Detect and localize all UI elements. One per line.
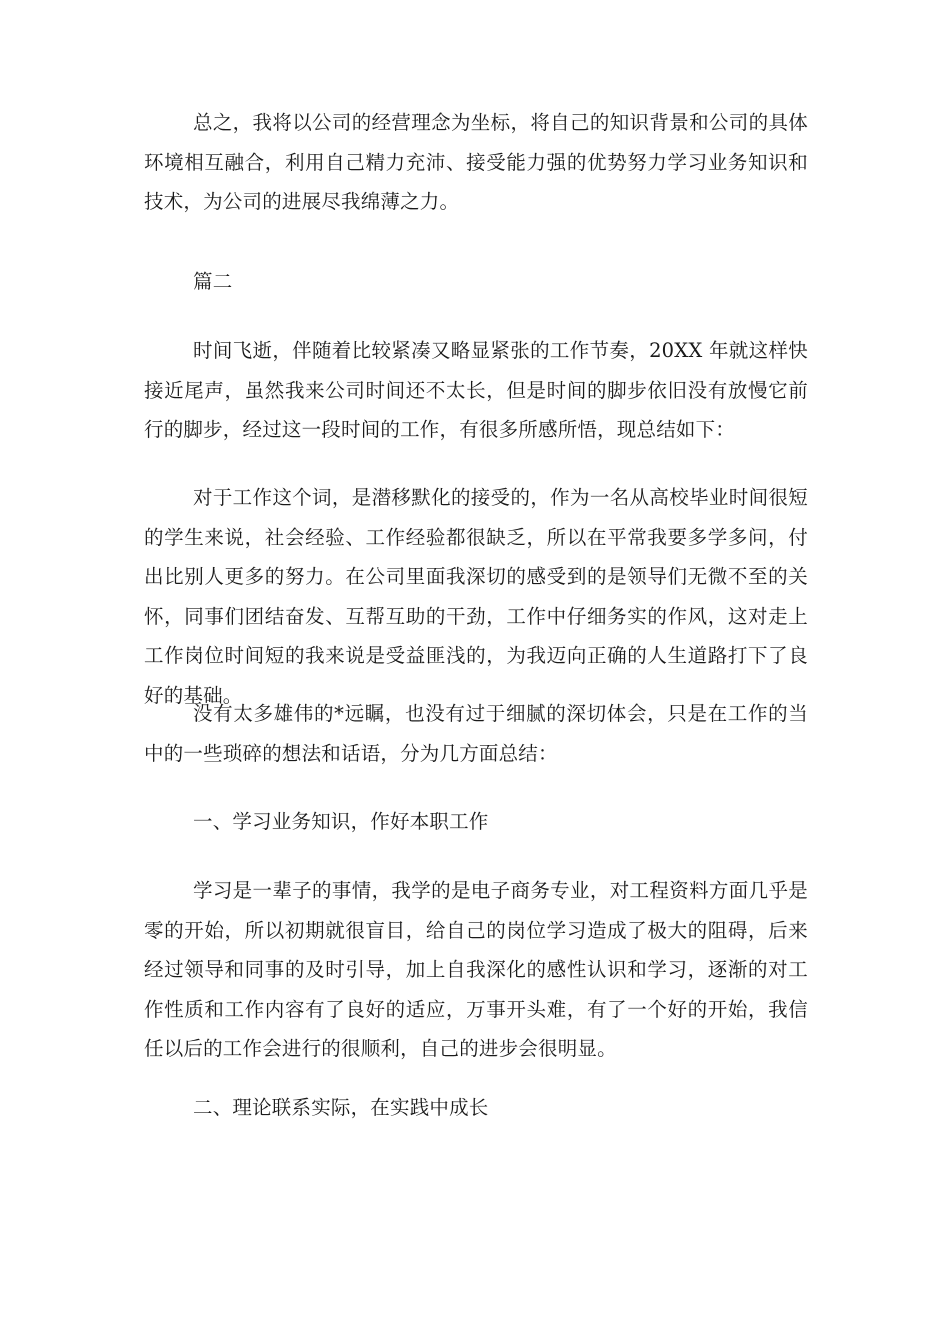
section-heading-part-two: 篇二: [193, 270, 233, 293]
section-heading-one: 一、学习业务知识，作好本职工作: [193, 810, 489, 833]
paragraph-conclusion: 总之，我将以公司的经营理念为坐标，将自己的知识背景和公司的具体环境相互融合，利用自己精力充沛、接受能力强的优势努力学习业务知识和技术，为公司的进展尽我绵薄之力。: [144, 111, 808, 213]
paragraph-summary-lead: 没有太多雄伟的*远瞩，也没有过于细腻的深切体会，只是在工作的当中的一些琐碎的想法和话语，分为几方面总结：: [144, 702, 808, 765]
paragraph-learning: 学习是一辈子的事情，我学的是电子商务专业，对工程资料方面几乎是零的开始，所以初期就很盲目，给自己的岗位学习造成了极大的阻碍，后来经过领导和同事的及时引导，加上自我深化的感性认识和学习，逐渐的对工作性质和工作内容有了良好的适应，万事开头难，有了一个好的开始，我信任以后的工作会进行的很顺利，自己的进步会很明显。: [144, 879, 808, 1060]
paragraph-intro: 时间飞逝，伴随着比较紧凑又略显紧张的工作节奏，20XX 年就这样快接近尾声，虽然我来公司时间还不太长，但是时间的脚步依旧没有放慢它前行的脚步，经过这一段时间的工作，有很多所感所悟，现总结如下：: [144, 339, 808, 441]
section-heading-two: 二、理论联系实际，在实践中成长: [193, 1096, 489, 1119]
paragraph-work-attitude: 对于工作这个词，是潜移默化的接受的，作为一名从高校毕业时间很短的学生来说，社会经验、工作经验都很缺乏，所以在平常我要多学多问，付出比别人更多的努力。在公司里面我深切的感受到的是领导们无微不至的关怀，同事们团结奋发、互帮互助的干劲，工作中仔细务实的作风，这对走上工作岗位时间短的我来说是受益匪浅的，为我迈向正确的人生道路打下了良好的基础。: [144, 486, 808, 707]
